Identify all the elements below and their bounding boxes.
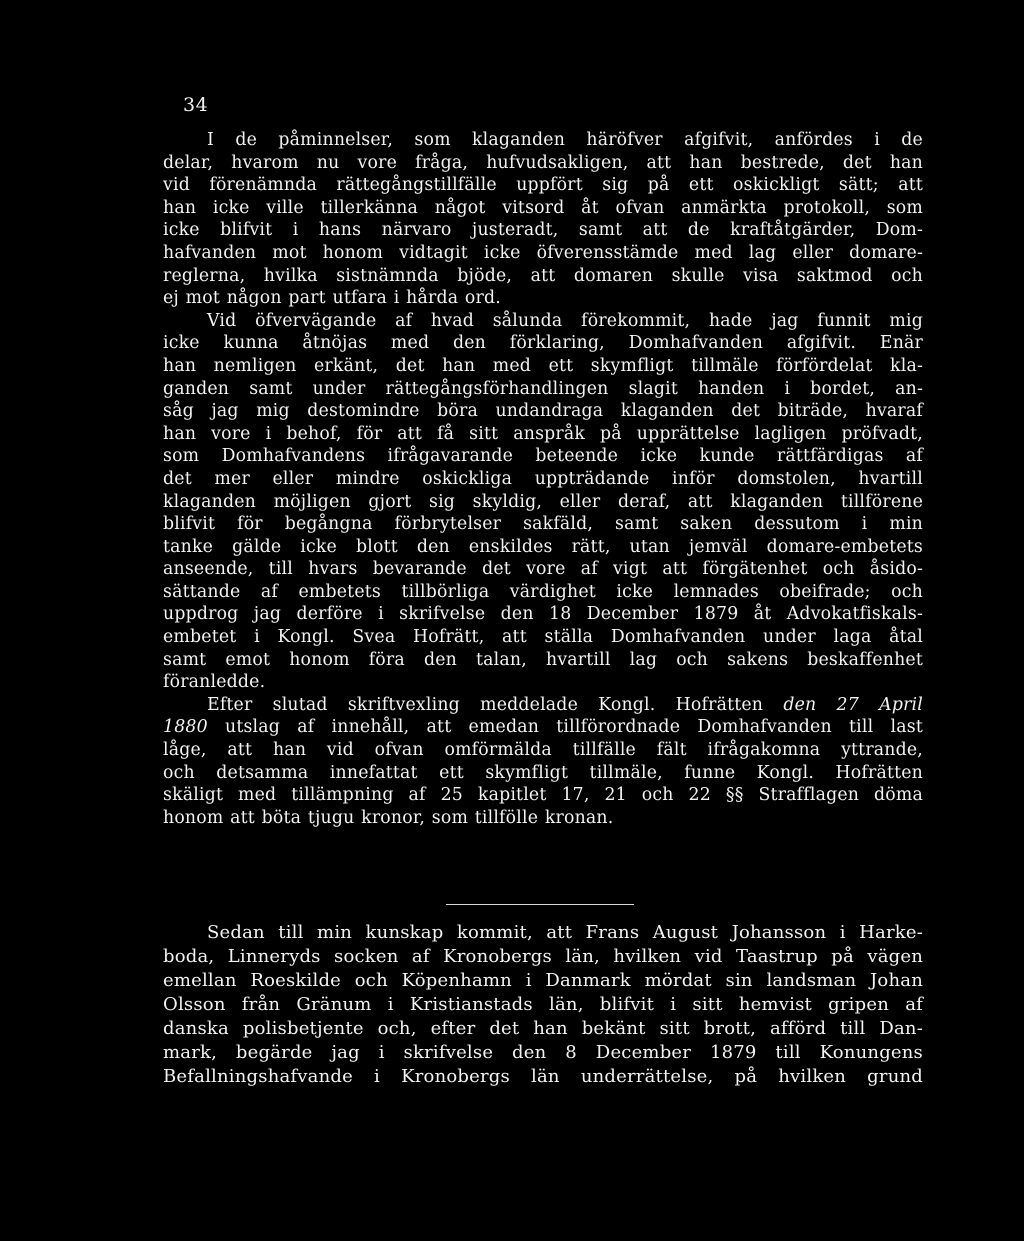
text-line: vid förenämnda rättegångstillfälle uppfört sig på ett oskickligt sätt; att	[163, 175, 923, 196]
text-line: anseende, till hvars bevarande det vore af vigt att förgätenhet och åsido-	[163, 559, 923, 580]
section-complaint-text	[163, 129, 923, 829]
text-line: boda, Linneryds socken af Kronobergs län, hvilken vid Taastrup på vägen	[163, 946, 923, 967]
text-line: danska polisbetjente och, efter det han bekänt sitt brott, afförd till Dan-	[163, 1018, 923, 1039]
text-line: Befallningshafvande i Kronobergs län underrättelse, på hvilken grund	[163, 1066, 923, 1087]
text-line: låge, att han vid ofvan omförmälda tillfälle fält ifrågakomna yttrande,	[163, 740, 923, 761]
text-line: klaganden möjligen gjort sig skyldig, eller deraf, att klaganden tillförene	[163, 491, 923, 512]
text-line: och detsamma innefattat ett skymfligt tillmäle, funne Kongl. Hofrätten	[163, 762, 923, 783]
text-run: Efter slutad skriftvexling meddelade Kongl. Hofrätten	[207, 694, 764, 715]
text-line: Sedan till min kunskap kommit, att Frans August Johansson i Harke-	[207, 922, 923, 943]
text-line: det mer eller mindre oskickliga uppträdande inför domstolen, hvartill	[163, 468, 923, 489]
text-line: delar, hvarom nu vore fråga, hufvudsakligen, att han bestrede, det han	[163, 152, 923, 173]
text-line: föranledde.	[163, 672, 266, 693]
text-line: skäligt med tillämpning af 25 kapitlet 17, 21 och 22 §§ Strafflagen döma	[163, 785, 923, 806]
text-line	[163, 716, 923, 739]
section-extradition-text	[163, 921, 923, 1089]
text-line: han vore i behof, för att få sitt anspråk på upprättelse lagligen pröfvadt,	[163, 423, 923, 444]
text-line: embetet i Kongl. Svea Hofrätt, att ställa Domhafvanden under laga åtal	[163, 627, 923, 648]
text-run: utslag af innehåll, att emedan tillförordnade Domhafvanden till last	[225, 717, 923, 738]
text-line: han icke ville tillerkänna något vitsord åt ofvan anmärkta protokoll, som	[163, 197, 923, 218]
page-number: 34	[183, 94, 209, 116]
text-line: såg jag mig destomindre böra undandraga klaganden det biträde, hvaraf	[163, 401, 923, 422]
text-line: sättande af embetets tillbörliga värdighet icke lemnades obeifrade; och	[163, 581, 923, 602]
text-line: icke kunna åtnöjas med den förklaring, Domhafvanden afgifvit. Enär	[163, 333, 923, 354]
text-line	[163, 694, 923, 717]
text-line: uppdrog jag derföre i skrifvelse den 18 December 1879 åt Advokatfiskals-	[163, 604, 923, 625]
text-line: hafvanden mot honom vidtagit icke öfverensstämde med lag eller domare-	[163, 242, 923, 263]
text-line: han nemligen erkänt, det han med ett skymfligt tillmäle förfördelat kla-	[163, 355, 923, 376]
italic-date: den 27 April	[783, 694, 924, 715]
text-line: samt emot honom föra den talan, hvartill lag och sakens beskaffenhet	[163, 649, 923, 670]
text-line: blifvit för begångna förbrytelser sakfäld, samt saken dessutom i min	[163, 514, 923, 535]
text-line: Vid öfvervägande af hvad sålunda förekommit, hade jag funnit mig	[207, 310, 923, 331]
text-line: icke blifvit i hans närvaro justeradt, samt att de kraftåtgärder, Dom-	[163, 220, 923, 241]
section-divider	[446, 904, 634, 905]
text-line: ganden samt under rättegångsförhandlingen slagit handen i bordet, an-	[163, 378, 923, 399]
text-line: ej mot någon part utfara i hårda ord.	[163, 288, 501, 309]
text-line: emellan Roeskilde och Köpenhamn i Danmark mördat sin landsman Johan	[163, 970, 923, 991]
text-line: mark, begärde jag i skrifvelse den 8 December 1879 till Konungens	[163, 1042, 923, 1063]
text-line: Olsson från Gränum i Kristianstads län, blifvit i sitt hemvist gripen af	[163, 994, 923, 1015]
italic-year: 1880	[163, 717, 208, 738]
text-line: som Domhafvandens ifrågavarande beteende icke kunde rättfärdigas af	[163, 446, 923, 467]
text-line: I de påminnelser, som klaganden häröfver afgifvit, anfördes i de	[207, 130, 923, 150]
text-line: tanke gälde icke blott den enskildes rätt, utan jemväl domare-embetets	[163, 536, 923, 557]
text-line: honom att böta tjugu kronor, som tillfölle kronan.	[163, 807, 614, 828]
text-line: reglerna, hvilka sistnämnda bjöde, att domaren skulle visa saktmod och	[163, 265, 923, 286]
